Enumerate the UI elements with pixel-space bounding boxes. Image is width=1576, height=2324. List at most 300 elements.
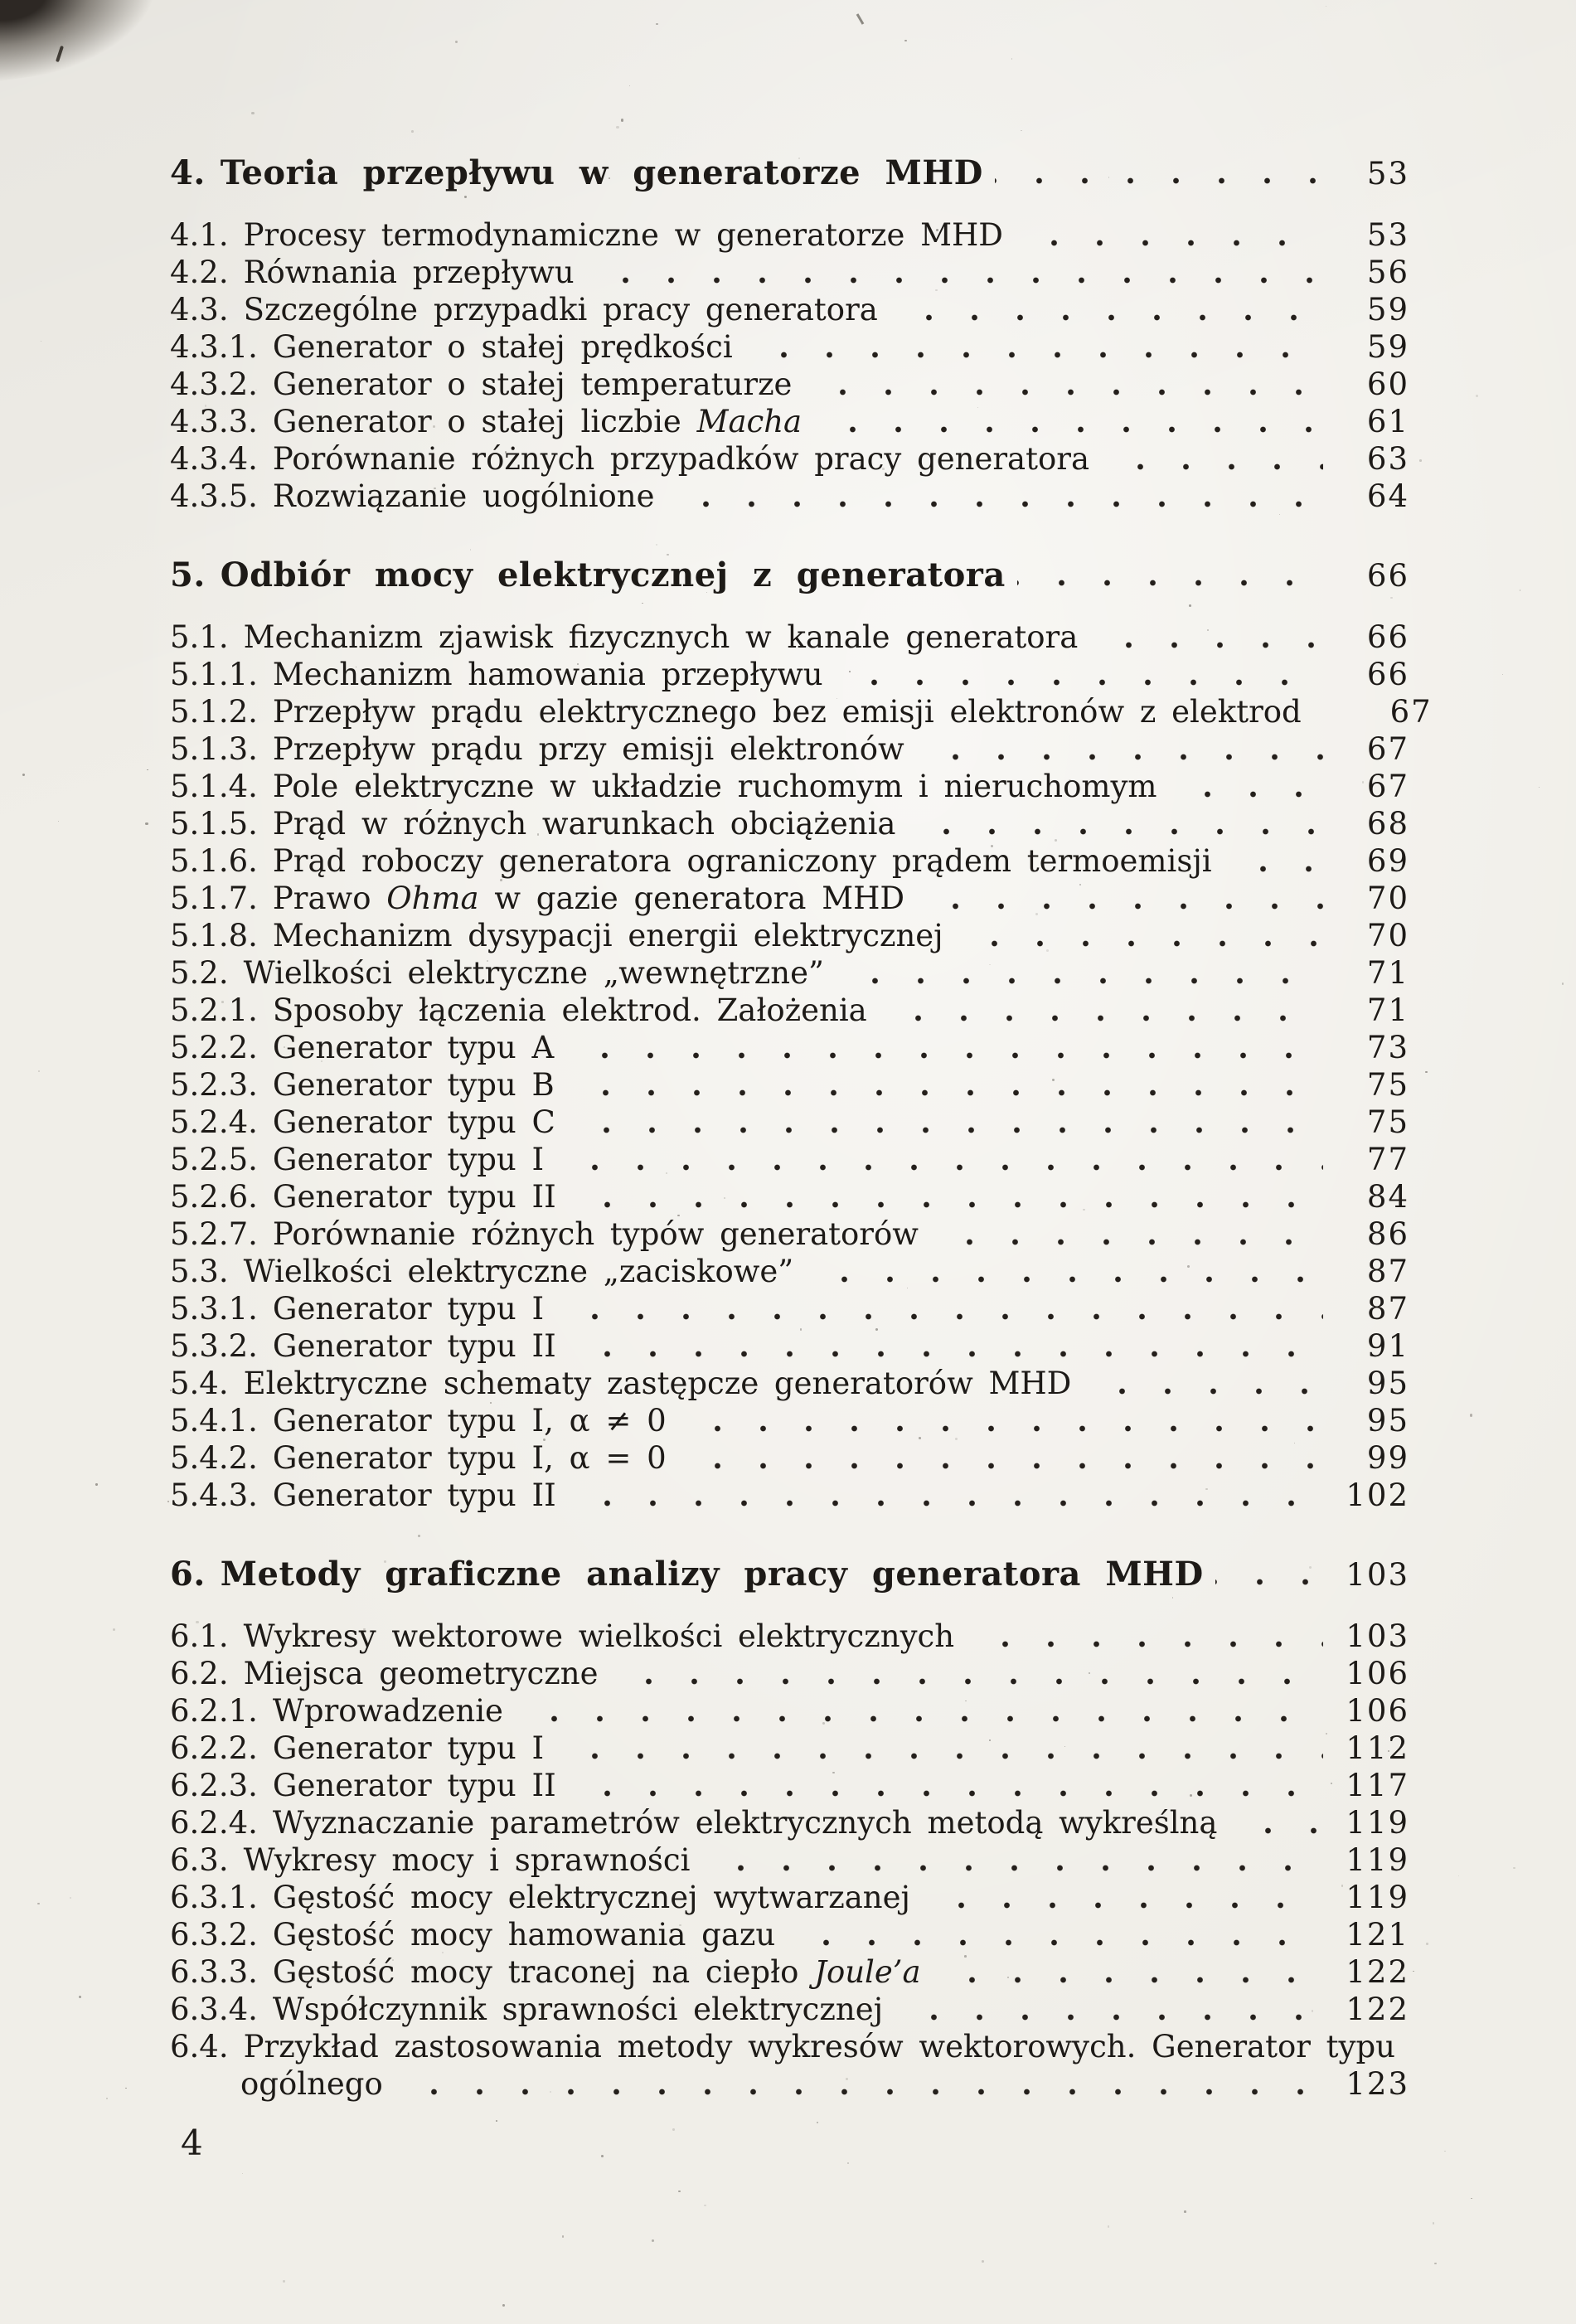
entry-title: Przykład zastosowania metody wykresów wektorowych. Generator typu bbox=[243, 2029, 1395, 2064]
entry-title bbox=[273, 403, 802, 440]
page-number: 119 bbox=[1346, 1842, 1409, 1878]
entry-number: 5.2.4. bbox=[170, 1104, 258, 1140]
dot-leader bbox=[930, 1215, 1323, 1253]
entry-title: Gęstość mocy hamowania gazu bbox=[272, 1917, 776, 1953]
page-number: 122 bbox=[1346, 1954, 1409, 1990]
speck bbox=[1021, 130, 1022, 132]
entry-number: 5.2.2. bbox=[170, 1030, 258, 1065]
entry-title: Generator typu II bbox=[272, 1477, 556, 1513]
speck bbox=[106, 2098, 108, 2099]
entry-title: Wykresy mocy i sprawności bbox=[243, 1842, 691, 1878]
speck bbox=[704, 2205, 706, 2206]
speck bbox=[1444, 2151, 1445, 2152]
dot-leader bbox=[1215, 1555, 1323, 1593]
entry-number: 6.2.1. bbox=[170, 1693, 258, 1729]
entry-number: 5.3.1. bbox=[170, 1291, 258, 1327]
entry-number: 4.3.5. bbox=[170, 478, 258, 514]
page-number: 66 bbox=[1366, 657, 1409, 692]
speck bbox=[1434, 2263, 1437, 2265]
speck bbox=[1520, 589, 1521, 591]
entry-title: Teoria przepływu w generatorze MHD bbox=[220, 153, 983, 192]
toc-entry-row bbox=[170, 1767, 1409, 1804]
entry-number: 5.3. bbox=[170, 1254, 229, 1289]
toc-entry-row bbox=[170, 1439, 1409, 1477]
scan-slash-artifact bbox=[56, 46, 64, 62]
toc-entry-row bbox=[170, 842, 1409, 880]
page-number: 71 bbox=[1366, 992, 1409, 1028]
toc-entry-row bbox=[170, 1991, 1409, 2028]
page-number: 102 bbox=[1346, 1477, 1409, 1513]
toc-heading-row bbox=[170, 154, 1409, 192]
entry-title-part: Generator o stałej liczbie bbox=[272, 404, 697, 439]
entry-title: Rozwiązanie uogólnione bbox=[272, 478, 655, 514]
speck bbox=[1413, 1971, 1414, 1972]
page-number: 56 bbox=[1366, 255, 1409, 290]
entry-title: Porównanie różnych przypadków pracy generatora bbox=[272, 441, 1090, 477]
toc-entry-row bbox=[170, 478, 1409, 515]
speck bbox=[38, 1070, 40, 1072]
dot-leader bbox=[701, 1841, 1323, 1879]
entry-number: 4.3.3. bbox=[170, 404, 258, 439]
page-number: 75 bbox=[1366, 1067, 1409, 1103]
dot-leader bbox=[678, 1402, 1323, 1439]
toc-entry-row bbox=[170, 1215, 1409, 1253]
toc-entry-row bbox=[170, 403, 1409, 440]
entry-number: 5.2.3. bbox=[170, 1067, 258, 1103]
dot-leader bbox=[835, 656, 1323, 693]
entry-title: Generator typu I, α ≠ 0 bbox=[272, 1403, 667, 1439]
entry-title: Prąd roboczy generatora ograniczony prądem termoemisji bbox=[272, 843, 1212, 879]
speck bbox=[904, 40, 907, 42]
entry-number: 6.4. bbox=[170, 2029, 229, 2064]
entry-title: Generator typu II bbox=[272, 1768, 556, 1803]
page-number: 70 bbox=[1366, 881, 1409, 916]
entry-number: 6.2.2. bbox=[170, 1730, 258, 1766]
toc-entry-row bbox=[170, 440, 1409, 478]
entry-number: 6.3.2. bbox=[170, 1917, 258, 1953]
speck bbox=[95, 1483, 97, 1485]
page-number: 67 bbox=[1366, 769, 1409, 804]
entry-number: 5.1.3. bbox=[170, 731, 258, 767]
dot-leader bbox=[568, 1178, 1323, 1215]
entry-number: 4.3.1. bbox=[170, 329, 258, 365]
toc-entry-row bbox=[170, 768, 1409, 805]
dot-leader bbox=[907, 805, 1323, 842]
entry-number: 6.2.3. bbox=[170, 1768, 258, 1803]
toc-entry-row bbox=[170, 1916, 1409, 1953]
speck bbox=[1470, 1414, 1472, 1416]
entry-number: 5.1. bbox=[170, 619, 229, 655]
toc-section bbox=[170, 556, 1433, 1514]
speck bbox=[1011, 58, 1013, 60]
page-number: 119 bbox=[1346, 1805, 1409, 1841]
speck bbox=[70, 1897, 71, 1899]
entry-number: 6.3.4. bbox=[170, 1992, 258, 2027]
dot-leader bbox=[803, 366, 1323, 403]
entry-number: 5.2.1. bbox=[170, 992, 258, 1028]
entry-title-part: Macha bbox=[696, 404, 803, 439]
footer-page-number: 4 bbox=[181, 2123, 204, 2163]
speck bbox=[982, 2260, 984, 2263]
entry-title-part: Prawo bbox=[272, 881, 387, 916]
page-number: 95 bbox=[1366, 1366, 1409, 1401]
entry-title: Metody graficzne analizy pracy generatora MHD bbox=[220, 1555, 1204, 1594]
entry-title: Generator typu C bbox=[272, 1104, 555, 1140]
dot-leader bbox=[555, 1730, 1323, 1767]
toc-entry-row bbox=[170, 1953, 1409, 1991]
toc-entry-row bbox=[170, 1104, 1409, 1141]
toc-entry-row bbox=[170, 254, 1409, 291]
dot-leader bbox=[933, 1953, 1323, 1991]
speck bbox=[847, 2162, 849, 2164]
page-number: 66 bbox=[1366, 558, 1409, 594]
speck bbox=[1502, 674, 1503, 675]
toc-entry-row bbox=[170, 1365, 1409, 1402]
speck bbox=[496, 2120, 497, 2122]
page-number: 69 bbox=[1366, 843, 1409, 879]
dot-leader bbox=[1089, 619, 1323, 656]
entry-title: Generator typu II bbox=[272, 1328, 556, 1364]
speck bbox=[242, 2173, 243, 2174]
toc-entry-row bbox=[170, 1477, 1409, 1514]
toc-entry-row bbox=[170, 730, 1409, 768]
speck bbox=[167, 1501, 169, 1502]
dot-leader bbox=[568, 1477, 1323, 1514]
speck bbox=[562, 2235, 565, 2238]
speck bbox=[1539, 787, 1540, 788]
toc-entry-row bbox=[170, 954, 1409, 992]
toc-entry-row bbox=[170, 1327, 1409, 1365]
speck bbox=[1433, 2222, 1435, 2225]
entry-title: Generator typu II bbox=[272, 1179, 556, 1215]
dot-leader bbox=[515, 1692, 1323, 1730]
toc-entry-row bbox=[170, 1253, 1409, 1290]
entry-title: Wykresy wektorowe wielkości elektrycznych bbox=[243, 1618, 955, 1654]
page-number: 53 bbox=[1366, 156, 1409, 192]
entry-number: 5.2. bbox=[170, 955, 229, 991]
page-number: 117 bbox=[1346, 1768, 1409, 1803]
entry-title: Generator o stałej temperaturze bbox=[272, 366, 793, 402]
dot-leader bbox=[1229, 1804, 1323, 1841]
speck bbox=[678, 2191, 681, 2193]
toc-heading-row bbox=[170, 556, 1409, 594]
entry-title: Generator o stałej prędkości bbox=[272, 329, 733, 365]
entry-number: 4. bbox=[170, 153, 206, 192]
entry-number: 6.3.3. bbox=[170, 1954, 258, 1990]
entry-number: 5.1.2. bbox=[170, 694, 258, 730]
page-number: 123 bbox=[1346, 2066, 1409, 2102]
entry-number: 4.3. bbox=[170, 292, 229, 327]
toc-entry-row bbox=[170, 291, 1409, 328]
toc-entry-row bbox=[170, 1290, 1409, 1327]
dot-leader bbox=[586, 254, 1323, 291]
entry-title: Procesy termodynamiczne w generatorze MHD bbox=[243, 217, 1003, 253]
page-number: 95 bbox=[1366, 1403, 1409, 1439]
toc-entry-row bbox=[170, 1730, 1409, 1767]
speck bbox=[411, 130, 414, 133]
entry-number: 5.2.7. bbox=[170, 1216, 258, 1252]
page-number: 75 bbox=[1366, 1104, 1409, 1140]
dot-leader bbox=[609, 1655, 1323, 1692]
entry-title: Sposoby łączenia elektrod. Założenia bbox=[272, 992, 867, 1028]
dot-leader bbox=[555, 1141, 1323, 1178]
entry-title bbox=[273, 1953, 921, 1991]
page-number: 64 bbox=[1366, 478, 1409, 514]
toc-entry-row bbox=[170, 2028, 1409, 2065]
page-number: 59 bbox=[1366, 292, 1409, 327]
speck bbox=[113, 1628, 115, 1631]
page-number: 53 bbox=[1366, 217, 1409, 253]
toc-entry-row bbox=[170, 880, 1409, 917]
entry-title: Porównanie różnych typów generatorów bbox=[272, 1216, 919, 1252]
page-number: 112 bbox=[1346, 1730, 1409, 1766]
page-number: 67 bbox=[1389, 694, 1433, 730]
speck bbox=[145, 822, 148, 825]
page-number: 106 bbox=[1346, 1656, 1409, 1691]
dot-leader bbox=[916, 880, 1323, 917]
speck bbox=[1476, 395, 1478, 397]
page-number: 122 bbox=[1346, 1992, 1409, 2027]
dot-leader bbox=[395, 2065, 1323, 2103]
toc-entry-row bbox=[170, 619, 1409, 656]
dot-leader bbox=[1168, 768, 1323, 805]
dot-leader bbox=[744, 328, 1323, 366]
page-number: 70 bbox=[1366, 918, 1409, 953]
entry-number: 5.4.2. bbox=[170, 1440, 258, 1476]
entry-number: 4.3.2. bbox=[170, 366, 258, 402]
page-number: 84 bbox=[1366, 1179, 1409, 1215]
entry-title: Generator typu I bbox=[272, 1291, 545, 1327]
toc-section bbox=[170, 154, 1409, 515]
page-number: 61 bbox=[1366, 404, 1409, 439]
speck bbox=[1458, 1875, 1459, 1876]
toc-entry-continuation-row bbox=[170, 2065, 1409, 2103]
speck bbox=[125, 2088, 127, 2089]
dot-leader bbox=[667, 478, 1323, 515]
entry-number: 6.2. bbox=[170, 1656, 229, 1691]
toc-section bbox=[170, 1555, 1409, 2103]
entry-number: 4.3.4. bbox=[170, 441, 258, 477]
page-number: 71 bbox=[1366, 955, 1409, 991]
toc-entry-row bbox=[170, 366, 1409, 403]
dot-leader bbox=[1313, 693, 1346, 730]
entry-title: Mechanizm hamowania przepływu bbox=[272, 657, 823, 692]
speck bbox=[1426, 1943, 1428, 1945]
dot-leader bbox=[1224, 842, 1323, 880]
entry-number: 5.3.2. bbox=[170, 1328, 258, 1364]
page-number: 106 bbox=[1346, 1693, 1409, 1729]
entry-title-part: Gęstość mocy traconej na ciepło bbox=[272, 1954, 815, 1990]
speck bbox=[672, 2128, 675, 2131]
speck bbox=[817, 2122, 818, 2123]
entry-number: 5.2.6. bbox=[170, 1179, 258, 1215]
entry-number: 5.1.7. bbox=[170, 881, 258, 916]
entry-title: Odbiór mocy elektrycznej z generatora bbox=[220, 556, 1006, 594]
speck bbox=[616, 126, 618, 129]
dot-leader bbox=[813, 403, 1323, 440]
speck bbox=[58, 821, 59, 822]
speck bbox=[629, 85, 631, 87]
speck bbox=[455, 41, 458, 43]
toc-entry-row bbox=[170, 1879, 1409, 1916]
entry-number: 5.4.1. bbox=[170, 1403, 258, 1439]
entry-title-continuation: ogólnego bbox=[240, 2066, 383, 2102]
speck bbox=[147, 769, 148, 771]
page-number: 103 bbox=[1346, 1618, 1409, 1654]
entry-number: 6.2.4. bbox=[170, 1805, 258, 1841]
page-number: 59 bbox=[1366, 329, 1409, 365]
dot-leader bbox=[1015, 216, 1323, 254]
toc-entry-row bbox=[170, 917, 1409, 954]
page-number: 60 bbox=[1366, 366, 1409, 402]
speck bbox=[601, 2155, 604, 2157]
page-number: 77 bbox=[1366, 1142, 1409, 1177]
entry-title: Elektryczne schematy zastępcze generatorów MHD bbox=[243, 1366, 1072, 1401]
page-number: 67 bbox=[1366, 731, 1409, 767]
dot-leader bbox=[879, 992, 1323, 1029]
toc-entry-row bbox=[170, 1804, 1409, 1841]
entry-title-part: Joule’a bbox=[814, 1954, 921, 1990]
dot-leader bbox=[555, 1290, 1323, 1327]
entry-title: Pole elektryczne w układzie ruchomym i nieruchomym bbox=[272, 769, 1157, 804]
dot-leader bbox=[787, 1916, 1323, 1953]
dot-leader bbox=[955, 917, 1323, 954]
speck bbox=[1108, 2225, 1109, 2227]
dot-leader bbox=[678, 1439, 1323, 1477]
toc-entry-row bbox=[170, 656, 1409, 693]
page-number: 63 bbox=[1366, 441, 1409, 477]
entry-number: 6. bbox=[170, 1555, 206, 1594]
entry-number: 5.1.1. bbox=[170, 657, 258, 692]
speck bbox=[1513, 1867, 1515, 1870]
toc-entry-row bbox=[170, 1066, 1409, 1104]
page-number: 66 bbox=[1366, 619, 1409, 655]
dot-leader bbox=[1017, 556, 1323, 594]
entry-title: Gęstość mocy elektrycznej wytwarzanej bbox=[272, 1880, 910, 1915]
entry-title-part: w gazie generatora MHD bbox=[478, 881, 905, 916]
dot-leader bbox=[836, 954, 1323, 992]
speck bbox=[656, 23, 657, 25]
entry-number: 4.1. bbox=[170, 217, 229, 253]
entry-title: Generator typu B bbox=[272, 1067, 555, 1103]
speck bbox=[1419, 459, 1422, 462]
entry-title: Miejsca geometryczne bbox=[243, 1656, 599, 1691]
toc bbox=[170, 153, 1433, 2103]
speck bbox=[502, 2304, 505, 2307]
dot-leader bbox=[922, 1879, 1323, 1916]
entry-title: Przepływ prądu przy emisji elektronów bbox=[272, 731, 904, 767]
entry-number: 5.4. bbox=[170, 1366, 229, 1401]
entry-title: Generator typu I bbox=[272, 1142, 545, 1177]
entry-number: 5.1.6. bbox=[170, 843, 258, 879]
entry-title bbox=[273, 880, 904, 917]
toc-entry-row bbox=[170, 216, 1409, 254]
toc-entry-row bbox=[170, 1692, 1409, 1730]
page-number: 103 bbox=[1346, 1557, 1409, 1593]
speck bbox=[283, 2280, 285, 2283]
toc-entry-row bbox=[170, 1178, 1409, 1215]
speck bbox=[621, 119, 623, 121]
speck bbox=[1184, 2210, 1186, 2213]
dot-leader bbox=[895, 1991, 1323, 2028]
page-number: 73 bbox=[1366, 1030, 1409, 1065]
speck bbox=[251, 112, 254, 114]
dot-leader bbox=[995, 154, 1323, 192]
entry-number: 5.1.4. bbox=[170, 769, 258, 804]
toc-entry-row bbox=[170, 805, 1409, 842]
page-number: 121 bbox=[1346, 1917, 1409, 1953]
toc-entry-row bbox=[170, 1655, 1409, 1692]
page-number: 87 bbox=[1366, 1291, 1409, 1327]
entry-title: Wyznaczanie parametrów elektrycznych metodą wykreślną bbox=[272, 1805, 1218, 1841]
page-number: 91 bbox=[1366, 1328, 1409, 1364]
speck bbox=[37, 1903, 40, 1905]
dot-leader bbox=[805, 1253, 1323, 1290]
page-number: 87 bbox=[1366, 1254, 1409, 1289]
entry-number: 6.3. bbox=[170, 1842, 229, 1878]
speck bbox=[1425, 1071, 1428, 1074]
dot-leader bbox=[566, 1066, 1323, 1104]
entry-number: 5. bbox=[170, 556, 206, 594]
entry-title: Generator typu I bbox=[272, 1730, 545, 1766]
page-number: 68 bbox=[1366, 806, 1409, 842]
dot-leader bbox=[567, 1104, 1323, 1141]
entry-title: Mechanizm dysypacji energii elektrycznej bbox=[272, 918, 943, 953]
entry-number: 5.2.5. bbox=[170, 1142, 258, 1177]
speck bbox=[1471, 2198, 1472, 2200]
entry-number: 4.2. bbox=[170, 255, 229, 290]
entry-title: Wielkości elektryczne „zaciskowe” bbox=[243, 1254, 794, 1289]
toc-entry-row bbox=[170, 693, 1433, 730]
entry-title: Prąd w różnych warunkach obciążenia bbox=[272, 806, 896, 842]
speck bbox=[1562, 982, 1564, 984]
page-number: 99 bbox=[1366, 1440, 1409, 1476]
speck bbox=[79, 1996, 81, 1998]
dot-leader bbox=[568, 1767, 1323, 1804]
entry-title: Współczynnik sprawności elektrycznej bbox=[272, 1992, 884, 2027]
toc-heading-row bbox=[170, 1555, 1409, 1593]
entry-number: 5.1.5. bbox=[170, 806, 258, 842]
toc-entry-row bbox=[170, 1402, 1409, 1439]
entry-title: Wielkości elektryczne „wewnętrzne” bbox=[243, 955, 824, 991]
dot-leader bbox=[565, 1029, 1323, 1066]
dot-leader bbox=[1101, 440, 1323, 478]
toc-entry-row bbox=[170, 1841, 1409, 1879]
entry-number: 6.1. bbox=[170, 1618, 229, 1654]
entry-title: Szczególne przypadki pracy generatora bbox=[243, 292, 878, 327]
speck bbox=[652, 2239, 654, 2242]
entry-title: Mechanizm zjawisk fizycznych w kanale generatora bbox=[243, 619, 1079, 655]
entry-title: Równania przepływu bbox=[243, 255, 575, 290]
dot-leader bbox=[568, 1327, 1323, 1365]
entry-title: Generator typu I, α = 0 bbox=[272, 1440, 667, 1476]
entry-number: 6.3.1. bbox=[170, 1880, 258, 1915]
entry-title: Generator typu A bbox=[272, 1030, 555, 1065]
page-number: 119 bbox=[1346, 1880, 1409, 1915]
dot-leader bbox=[890, 291, 1323, 328]
toc-entry-row bbox=[170, 1141, 1409, 1178]
scan-smudge-artifact bbox=[0, 0, 163, 84]
speck bbox=[22, 774, 25, 776]
dot-leader bbox=[966, 1618, 1323, 1655]
toc-entry-row bbox=[170, 1029, 1409, 1066]
toc-entry-row bbox=[170, 1618, 1409, 1655]
entry-number: 5.4.3. bbox=[170, 1477, 258, 1513]
toc-entry-row bbox=[170, 328, 1409, 366]
dot-leader bbox=[916, 730, 1323, 768]
entry-title: Wprowadzenie bbox=[272, 1693, 503, 1729]
entry-number: 5.1.8. bbox=[170, 918, 258, 953]
